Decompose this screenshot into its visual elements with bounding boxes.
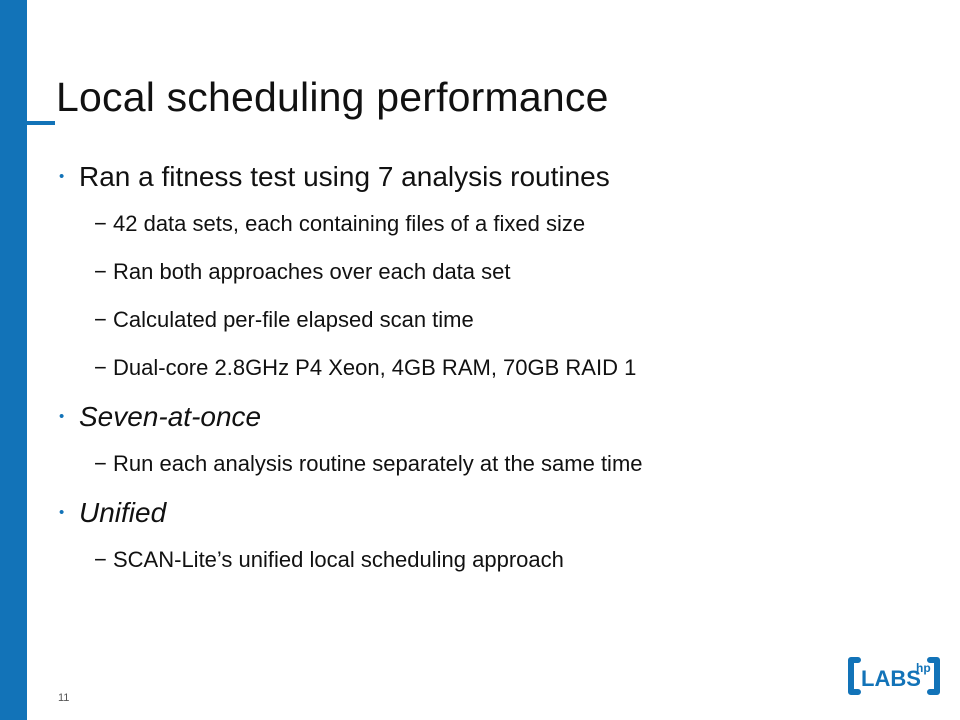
sub-bullet-text: SCAN-Lite’s unified local scheduling approach [113, 547, 564, 572]
dash-icon: − [94, 451, 107, 476]
dash-icon: − [94, 259, 107, 284]
sub-bullet-text: Calculated per-file elapsed scan time [113, 307, 474, 332]
title-accent-rule [0, 121, 55, 125]
sub-bullet-text: 42 data sets, each containing files of a fixed size [113, 211, 586, 236]
bullet-dot-icon: • [59, 408, 65, 425]
hp-labs-logo [848, 655, 940, 697]
bullet-item [56, 394, 936, 440]
bullet-item [56, 154, 936, 200]
slide-title: Local scheduling performance [56, 74, 609, 120]
bullet-list [56, 154, 936, 584]
left-accent-bar [0, 0, 27, 720]
logo-labs-text: LABS [861, 666, 921, 691]
sub-bullet-item [56, 536, 936, 584]
bullet-item [56, 490, 936, 536]
bullet-dot-icon: • [59, 168, 65, 185]
sub-bullet-item [56, 200, 936, 248]
bullet-text: Unified [79, 497, 167, 528]
dash-icon: − [94, 211, 107, 236]
sub-bullet-text: Dual-core 2.8GHz P4 Xeon, 4GB RAM, 70GB RAID 1 [113, 355, 637, 380]
sub-bullet-item [56, 440, 936, 488]
dash-icon: − [94, 547, 107, 572]
bullet-text: Seven-at-once [79, 401, 262, 432]
bullet-text: Ran a fitness test using 7 analysis routines [79, 161, 610, 192]
dash-icon: − [94, 307, 107, 332]
sub-bullet-item [56, 296, 936, 344]
logo-hp-text: hp [916, 661, 931, 675]
sub-bullet-item [56, 344, 936, 392]
bullet-dot-icon: • [59, 504, 65, 521]
sub-bullet-item [56, 248, 936, 296]
page-number: 11 [58, 692, 70, 704]
sub-bullet-text: Run each analysis routine separately at the same time [113, 451, 643, 476]
dash-icon: − [94, 355, 107, 380]
sub-bullet-text: Ran both approaches over each data set [113, 259, 511, 284]
